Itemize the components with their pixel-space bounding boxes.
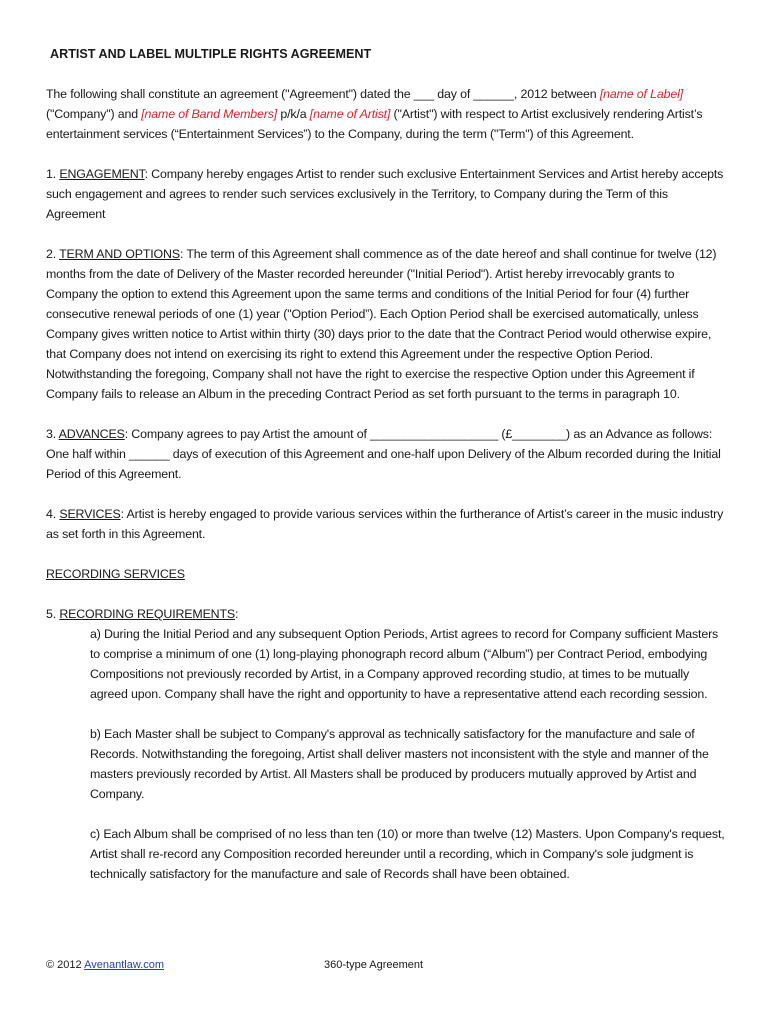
artist-name-placeholder: [name of Artist] [309,107,391,121]
footer-copyright [46,956,164,974]
intro-text-4: ("Artist") with respect to Artist exclusively rendering Artist’s entertainment services (“Entertainment Services”) to the Company, during the term ("Term") of this Agreement. [46,107,703,141]
section-engagement [46,164,726,224]
agreement-body [46,44,726,904]
intro-text-2: ("Company") and [46,107,142,121]
section-services [46,504,726,544]
page-footer [46,956,726,974]
section-body: : The term of this Agreement shall commence as of the date hereof and shall continue for twelve (12) months from the date of Delivery of the Master recorded hereunder ("Initial Period"). Artist hereby irrevocably grants to Company the option to extend this Agreement upon the same terms and conditions of the Initial Period for four (4) further consecutive renewal periods of one (1) year ("Option Period”). Each Option Period shall be exercised automatically, unless Company gives written notice to Artist within thirty (30) days prior to the date that the Contract Period would otherwise expire, that Company does not intend on exercising its right to extend this Agreement under the respective Option Period. Notwithstanding the foregoing, Company shall not have the right to exercise the respective Option under this Agreement if Company fails to release an Album in the preceding Contract Period as set forth pursuant to the terms in paragraph 10. [46,247,717,401]
section-term-options [46,244,726,404]
section-heading-engagement: ENGAGEMENT [59,167,145,181]
section-number: 5. [46,607,60,621]
section-number: 2. [46,247,60,261]
copyright-text: © 2012 [46,959,85,971]
intro-paragraph [46,84,726,144]
intro-text-3: p/k/a [277,107,310,121]
section-recording-requirements [46,604,726,624]
section-heading-advances: ADVANCES [58,427,125,441]
clause-5b: b) Each Master shall be subject to Company's approval as technically satisfactory for the manufacture and sale of Records. Notwithstanding the foregoing, Artist shall deliver masters not inconsistent with the style and manner of the masters previously recorded by Artist. All Masters shall be produced by producers mutually approved by Artist and Company. [90,727,709,801]
section-colon: : [235,607,239,621]
section-heading-term-options: TERM AND OPTIONS [59,247,180,261]
band-members-placeholder: [name of Band Members] [141,107,278,121]
section-heading-recording-requirements: RECORDING REQUIREMENTS [59,607,236,621]
section-body: : Artist is hereby engaged to provide various services within the furtherance of Artist’s career in the music industry as set forth in this Agreement. [46,507,724,541]
document-title: ARTIST AND LABEL MULTIPLE RIGHTS AGREEMENT [50,47,372,61]
clause-5c: c) Each Album shall be comprised of no less than ten (10) or more than twelve (12) Masters. Upon Company's request, Artist shall re-record any Composition recorded hereunder until a recording, which in Company's sole judgment is technically satisfactory for the manufacture and sale of Records shall have been obtained. [90,827,725,881]
section-number: 3. [46,427,59,441]
clause-5a: a) During the Initial Period and any subsequent Option Periods, Artist agrees to record for Company sufficient Masters to comprise a minimum of one (1) long-playing phonograph record album (“Album”) per Contract Period, embodying Compositions not previously recorded by Artist, in a Company approved recording studio, at times to be mutually agreed upon. Company shall have the right and opportunity to have a representative attend each recording session. [90,627,719,701]
intro-text-1: The following shall constitute an agreement ("Agreement") dated the ___ day of ______, 2012 between [46,87,600,101]
label-name-placeholder: [name of Label] [599,87,683,101]
section-advances [46,424,726,484]
footer-website-link[interactable]: Avenantlaw.com [84,959,164,971]
section-number: 4. [46,507,60,521]
section-body: : Company hereby engages Artist to render such exclusive Entertainment Services and Artist hereby accepts such engagement and agrees to render such services exclusively in the Territory, to Company during the Term of this Agreement [46,167,724,221]
recording-services-heading: RECORDING SERVICES [46,567,185,581]
section-body: : Company agrees to pay Artist the amount of ___________________ (£________) as an Advance as follows: One half within ______ days of execution of this Agreement and one-half upon Delivery of the Album recorded during the Initial Period of this Agreement. [46,427,721,481]
section-heading-services: SERVICES [59,507,121,521]
section-number: 1. [46,167,60,181]
footer-document-type: 360-type Agreement [324,959,424,971]
